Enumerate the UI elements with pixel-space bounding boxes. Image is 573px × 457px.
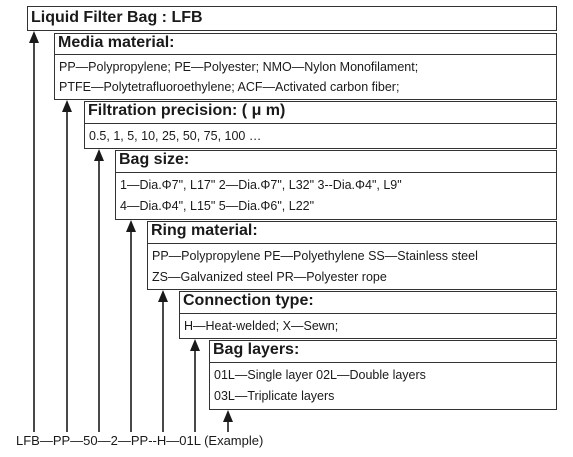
bag-layers-line-2: 03L—Triplicate layers xyxy=(214,389,335,403)
arrowhead-precision xyxy=(94,149,104,161)
arrowhead-layers xyxy=(223,410,233,422)
connection-type-heading: Connection type: xyxy=(180,292,556,314)
filtration-precision-values: 0.5, 1, 5, 10, 25, 50, 75, 100 … xyxy=(89,129,262,143)
arrowhead-ring xyxy=(158,290,168,302)
bag-size-line-1: 1—Dia.Φ7", L17" 2—Dia.Φ7", L32" 3--Dia.Φ4", L9" xyxy=(120,178,402,192)
arrowhead-media xyxy=(62,100,72,112)
media-material-line-1: PP—Polypropylene; PE—Polyester; NMO—Nylon Monofilament; xyxy=(59,60,419,74)
arrowhead-connection xyxy=(190,339,200,351)
ring-material-line-1: PP—Polypropylene PE—Polyethylene SS—Stainless steel xyxy=(152,249,478,263)
bag-size-line-2: 4—Dia.Φ4", L15" 5—Dia.Φ6", L22" xyxy=(120,199,315,213)
media-material-line-2: PTFE—Polytetrafluoroethylene; ACF—Activated carbon fiber; xyxy=(59,80,400,94)
ring-material-line-2: ZS—Galvanized steel PR—Polyester rope xyxy=(152,270,387,284)
diagram-title: Liquid Filter Bag : LFB xyxy=(27,6,557,31)
bag-size-heading: Bag size: xyxy=(116,151,556,173)
bag-layers-line-1: 01L—Single layer 02L—Double layers xyxy=(214,368,426,382)
connection-type-values: H—Heat-welded; X—Sewn; xyxy=(184,319,339,333)
bag-layers-heading: Bag layers: xyxy=(210,341,556,363)
arrowhead-lfb xyxy=(29,31,39,43)
media-material-heading: Media material: xyxy=(55,34,556,55)
arrowhead-bag-size xyxy=(126,220,136,232)
ring-material-heading: Ring material: xyxy=(148,222,556,244)
filtration-precision-heading: Filtration precision: ( μ m) xyxy=(85,102,556,124)
example-code: LFB—PP—50—2—PP--H—01L (Example) xyxy=(16,433,264,448)
